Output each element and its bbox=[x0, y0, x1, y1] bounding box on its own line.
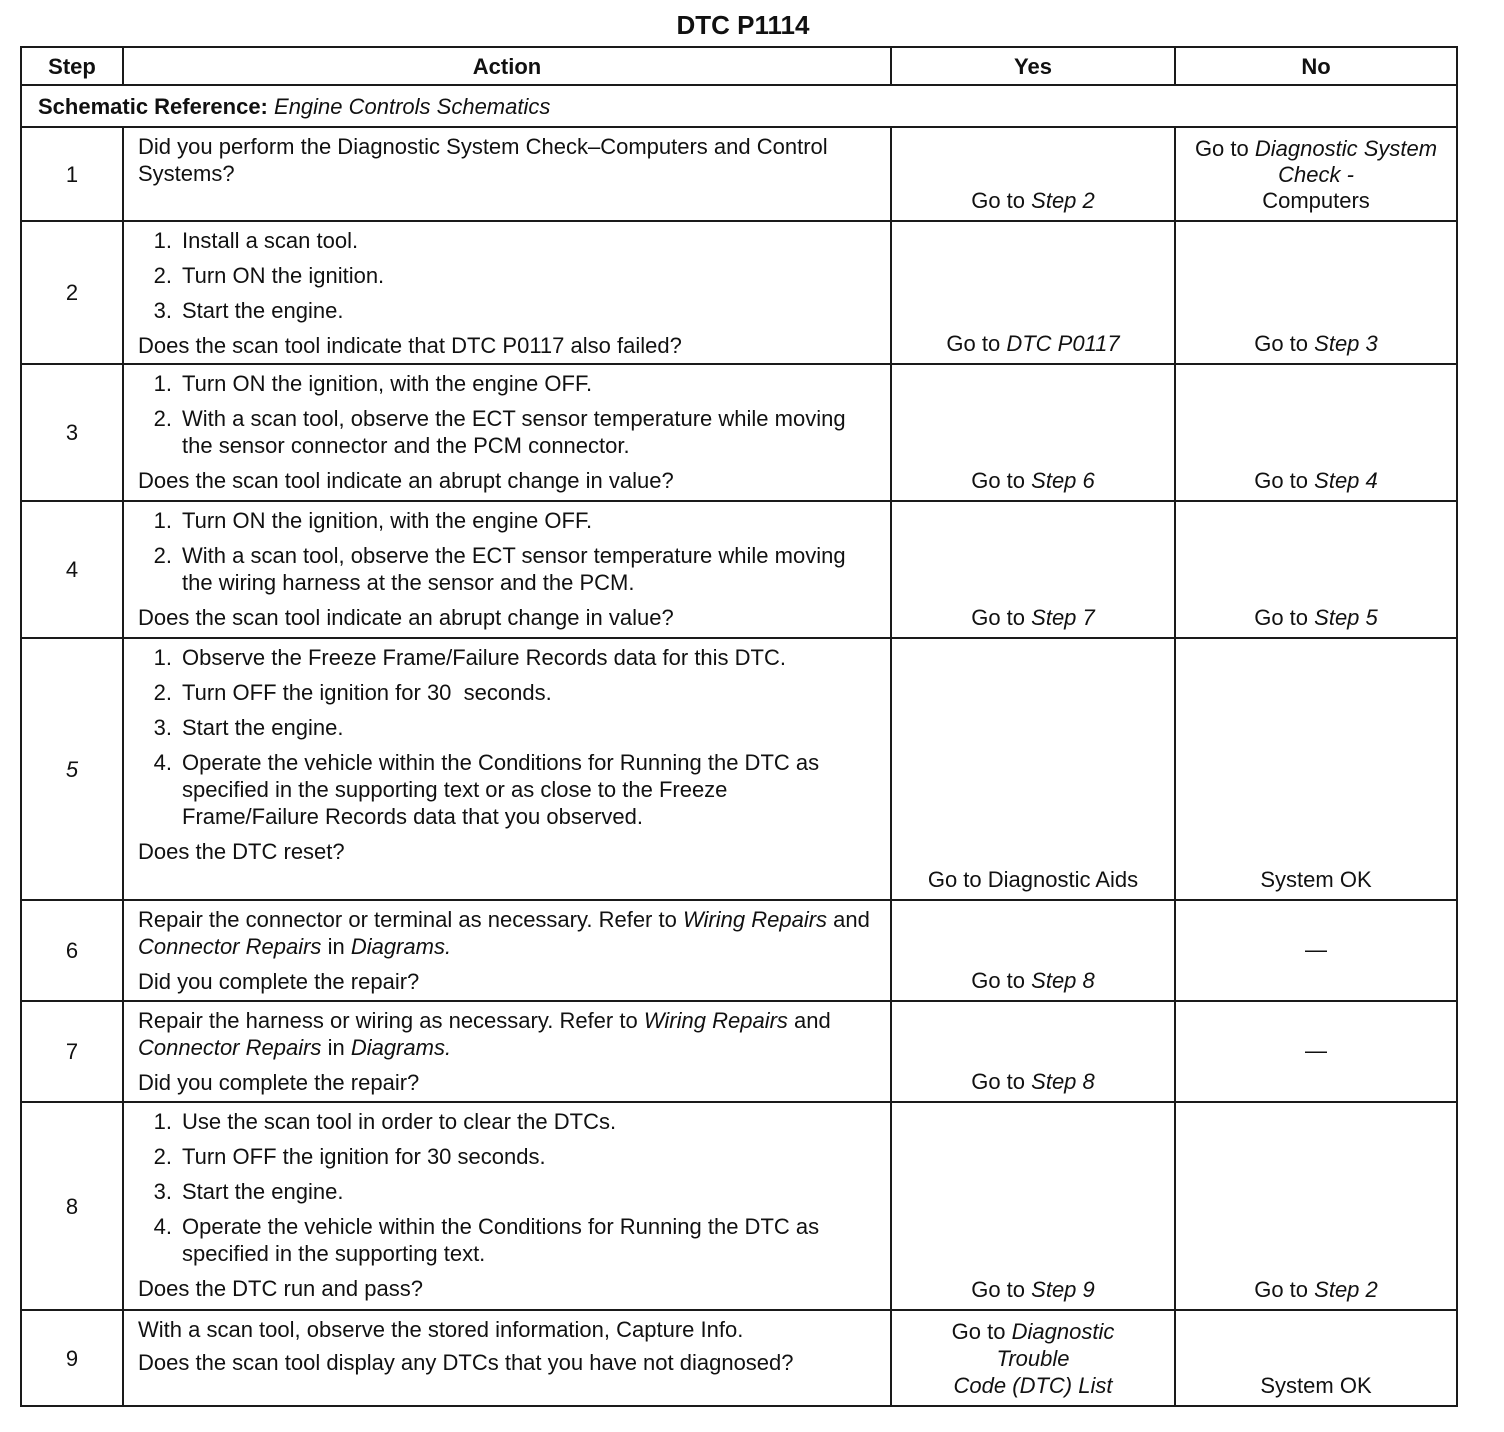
action-instruction: Repair the connector or terminal as necessary. Refer to Wiring Repairs and Connector Repairs in Diagrams. bbox=[138, 907, 870, 959]
step-number: 6 bbox=[21, 900, 123, 1001]
schematic-reference-label: Schematic Reference: bbox=[38, 93, 268, 119]
yes-link[interactable]: Diagnostic bbox=[1011, 1319, 1115, 1344]
table-row bbox=[21, 127, 1457, 221]
no-cell bbox=[1175, 127, 1457, 221]
action-question: Does the DTC run and pass? bbox=[138, 1276, 423, 1301]
list-item: 1. Turn ON the ignition, with the engine OFF. bbox=[153, 508, 593, 533]
yes-cell: Go to Diagnostic Trouble Code (DTC) List bbox=[891, 1310, 1175, 1406]
no-cell: Go to Step 5 bbox=[1175, 501, 1457, 638]
yes-link[interactable]: Code (DTC) List bbox=[953, 1373, 1113, 1398]
yes-link[interactable]: Step 2 bbox=[1031, 188, 1095, 213]
header-no: No bbox=[1175, 47, 1457, 85]
no-link[interactable]: Step 3 bbox=[1314, 331, 1378, 356]
action-instruction: Repair the harness or wiring as necessary. Refer to Wiring Repairs and Connector Repairs in Diagrams. bbox=[138, 1008, 831, 1060]
list-item: 1. Observe the Freeze Frame/Failure Records data for this DTC. bbox=[153, 645, 786, 670]
yes-cell bbox=[891, 127, 1175, 221]
wiring-repairs-link[interactable]: Wiring Repairs bbox=[643, 1008, 788, 1033]
yes-prefix: Go to bbox=[971, 188, 1026, 213]
no-link[interactable]: Diagnostic System Check - bbox=[1254, 136, 1438, 187]
action-question: Did you complete the repair? bbox=[138, 1070, 420, 1095]
list-item: 1. Turn ON the ignition, with the engine OFF. bbox=[153, 371, 593, 396]
table-row bbox=[21, 638, 1457, 900]
action-cell bbox=[123, 1310, 891, 1406]
list-item: 2. With a scan tool, observe the ECT sensor temperature while moving the sensor connector and the PCM connector. bbox=[153, 406, 846, 458]
step-number: 3 bbox=[21, 364, 123, 501]
yes-cell: Go to Step 6 bbox=[891, 364, 1175, 501]
list-item: 2. Turn ON the ignition. bbox=[153, 263, 385, 288]
step-number: 4 bbox=[21, 501, 123, 638]
yes-link[interactable]: Step 6 bbox=[1031, 468, 1095, 493]
diagnostic-table bbox=[20, 46, 1458, 1407]
list-item: 2. Turn OFF the ignition for 30 seconds. bbox=[153, 1144, 546, 1169]
action-cell bbox=[123, 221, 891, 364]
yes-cell: Go to Step 8 bbox=[891, 1001, 1175, 1102]
action-instruction: With a scan tool, observe the stored information, Capture Info. bbox=[138, 1317, 744, 1342]
yes-cell: Go to DTC P0117 bbox=[891, 221, 1175, 364]
yes-link[interactable]: DTC P0117 bbox=[1006, 331, 1120, 356]
yes-cell[interactable]: Go to Diagnostic Aids bbox=[891, 638, 1175, 900]
no-cell: Go to Step 4 bbox=[1175, 364, 1457, 501]
no-cell: System OK bbox=[1175, 1310, 1457, 1406]
yes-link[interactable]: Step 8 bbox=[1031, 968, 1095, 993]
action-question: Does the scan tool indicate an abrupt change in value? bbox=[138, 605, 674, 630]
connector-repairs-link[interactable]: Connector Repairs bbox=[138, 1035, 322, 1060]
no-link[interactable]: Step 4 bbox=[1314, 468, 1378, 493]
table-row bbox=[21, 1310, 1457, 1406]
yes-link[interactable]: Trouble bbox=[996, 1346, 1070, 1371]
no-link[interactable]: Step 5 bbox=[1314, 605, 1378, 630]
action-cell bbox=[123, 1001, 891, 1102]
table-row bbox=[21, 1102, 1457, 1310]
yes-link[interactable]: Step 9 bbox=[1031, 1277, 1095, 1302]
list-item: 2. With a scan tool, observe the ECT sensor temperature while moving the wiring harness at the sensor and the PCM. bbox=[153, 543, 846, 595]
yes-cell: Go to Step 7 bbox=[891, 501, 1175, 638]
no-cell: Go to Step 3 bbox=[1175, 221, 1457, 364]
action-question: Does the scan tool indicate that DTC P0117 also failed? bbox=[138, 333, 682, 358]
no-cell: — bbox=[1175, 1001, 1457, 1102]
action-question: Did you complete the repair? bbox=[138, 969, 420, 994]
table-row bbox=[21, 501, 1457, 638]
no-prefix: Go to bbox=[1194, 136, 1249, 161]
no-cell: — bbox=[1175, 900, 1457, 1001]
yes-cell: Go to Step 8 bbox=[891, 900, 1175, 1001]
header-yes: Yes bbox=[891, 47, 1175, 85]
page-title: DTC P1114 bbox=[676, 10, 810, 40]
step-number: 1 bbox=[21, 127, 123, 221]
yes-link[interactable]: Step 8 bbox=[1031, 1069, 1095, 1094]
diagrams-link[interactable]: Diagrams. bbox=[350, 1035, 452, 1060]
no-link[interactable]: Step 2 bbox=[1314, 1277, 1378, 1302]
list-item: 3. Start the engine. bbox=[153, 298, 344, 323]
action-cell bbox=[123, 501, 891, 638]
diagrams-link[interactable]: Diagrams. bbox=[350, 934, 452, 959]
header-row bbox=[21, 47, 1457, 85]
step-number: 8 bbox=[21, 1102, 123, 1310]
table-row bbox=[21, 1001, 1457, 1102]
schematic-reference-link[interactable]: Engine Controls Schematics bbox=[274, 93, 551, 119]
action-question: Does the DTC reset? bbox=[138, 839, 345, 864]
action-question: Did you perform the Diagnostic System Check–Computers and Control Systems? bbox=[138, 134, 828, 186]
action-question: Does the scan tool indicate an abrupt change in value? bbox=[138, 468, 674, 493]
header-action: Action bbox=[123, 47, 891, 85]
no-cell: Go to Step 2 bbox=[1175, 1102, 1457, 1310]
yes-cell: Go to Step 9 bbox=[891, 1102, 1175, 1310]
list-item: 4. Operate the vehicle within the Conditions for Running the DTC as specified in the supporting text. bbox=[153, 1214, 820, 1266]
list-item: 1. Use the scan tool in order to clear the DTCs. bbox=[153, 1109, 617, 1134]
step-number: 7 bbox=[21, 1001, 123, 1102]
table-row bbox=[21, 221, 1457, 364]
schematic-reference bbox=[21, 85, 1457, 127]
list-item: 1. Install a scan tool. bbox=[153, 228, 359, 253]
header-step: Step bbox=[21, 47, 123, 85]
wiring-repairs-link[interactable]: Wiring Repairs bbox=[682, 907, 828, 932]
schematic-reference-row bbox=[21, 85, 1457, 127]
no-suffix: Computers bbox=[1262, 188, 1370, 213]
list-item: 2. Turn OFF the ignition for 30 seconds. bbox=[153, 680, 552, 705]
list-item: 4. Operate the vehicle within the Conditions for Running the DTC as specified in the supporting text or as close to the Freeze Frame/Failure Records data that you observed. bbox=[153, 750, 820, 829]
connector-repairs-link[interactable]: Connector Repairs bbox=[138, 934, 322, 959]
table-row bbox=[21, 364, 1457, 501]
action-cell bbox=[123, 900, 891, 1001]
list-item: 3. Start the engine. bbox=[153, 1179, 344, 1204]
action-cell bbox=[123, 364, 891, 501]
step-number: 5 bbox=[21, 638, 123, 900]
action-question: Does the scan tool display any DTCs that you have not diagnosed? bbox=[138, 1350, 794, 1375]
action-cell bbox=[123, 127, 891, 221]
step-number: 9 bbox=[21, 1310, 123, 1406]
action-cell bbox=[123, 638, 891, 900]
action-cell bbox=[123, 1102, 891, 1310]
yes-link[interactable]: Step 7 bbox=[1031, 605, 1095, 630]
step-number: 2 bbox=[21, 221, 123, 364]
no-cell: System OK bbox=[1175, 638, 1457, 900]
table-row bbox=[21, 900, 1457, 1001]
list-item: 3. Start the engine. bbox=[153, 715, 344, 740]
